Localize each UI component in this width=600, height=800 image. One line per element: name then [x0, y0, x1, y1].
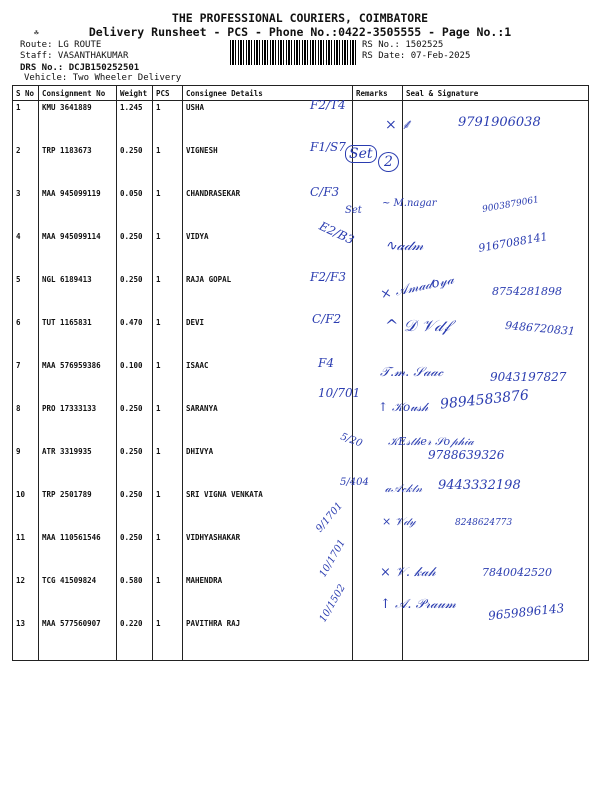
logo-mark: ☘ [34, 28, 39, 37]
cell-weight: 0.470 [117, 316, 153, 359]
company-title: THE PROFESSIONAL COURIERS, COIMBATORE [171, 11, 429, 25]
cell-weight: 0.220 [117, 617, 153, 661]
table-header-row [13, 86, 589, 101]
handwritten-phone: 9791906038 [458, 115, 541, 130]
handwritten-note: 2 [378, 152, 399, 172]
handwritten-phone: 8754281898 [492, 285, 562, 298]
cell-weight: 0.580 [117, 574, 153, 617]
cell-consignee: DHIVYA [183, 445, 353, 488]
handwritten-signature: ↑ 𝒜. 𝒫𝓇𝒶𝓊𝓂 [380, 597, 456, 612]
cell-sno: 2 [13, 144, 39, 187]
handwritten-note: Set [345, 145, 377, 163]
table-row [13, 617, 589, 661]
cell-consignment: PRO 17333133 [39, 402, 117, 445]
runsheet-subtitle: Delivery Runsheet - PCS - Phone No.:0422-3505555 - Page No.:1 [88, 25, 512, 39]
handwritten-signature: × ⸙ [385, 117, 412, 133]
handwritten-remark: F2/F3 [310, 270, 346, 284]
handwritten-phone: 7840042520 [482, 566, 552, 579]
cell-weight: 0.250 [117, 402, 153, 445]
cell-weight: 0.250 [117, 230, 153, 273]
cell-sno: 6 [13, 316, 39, 359]
handwritten-signature: 𝒦𝐸𝓈𝓉𝒽𝑒𝓇 𝒮𝑜𝓅𝒽𝒾𝒶 [388, 435, 474, 448]
drs-number: DRS No.: DCJB150252501 [20, 63, 140, 73]
col-header-remarks: Remarks [353, 86, 403, 101]
cell-pcs: 1 [153, 144, 183, 187]
cell-consignment: MAA 110561546 [39, 531, 117, 574]
cell-consignment: NGL 6189413 [39, 273, 117, 316]
cell-weight: 0.250 [117, 531, 153, 574]
cell-sno: 13 [13, 617, 39, 661]
handwritten-remark: 10/701 [318, 386, 361, 400]
handwritten-remark: C/F2 [312, 312, 342, 326]
cell-sno: 3 [13, 187, 39, 230]
cell-pcs: 1 [153, 101, 183, 145]
cell-consignee: MAHENDRA [183, 574, 353, 617]
cell-weight: 1.245 [117, 101, 153, 145]
cell-consignee: DEVI [183, 316, 353, 359]
handwritten-remark: F1/S7 [310, 140, 346, 154]
cell-pcs: 1 [153, 316, 183, 359]
cell-pcs: 1 [153, 574, 183, 617]
cell-consignment: ATR 3319935 [39, 445, 117, 488]
cell-consignment: MAA 945099119 [39, 187, 117, 230]
cell-consignee: VIDYA [183, 230, 353, 273]
cell-pcs: 1 [153, 359, 183, 402]
cell-pcs: 1 [153, 273, 183, 316]
cell-weight: 0.250 [117, 445, 153, 488]
cell-consignee: CHANDRASEKAR [183, 187, 353, 230]
cell-consignment: MAA 576959386 [39, 359, 117, 402]
route-label: Route: LG ROUTE [20, 40, 102, 50]
handwritten-signature: 𝒯.𝓂. 𝒮𝒶𝒶𝒸 [380, 365, 443, 380]
cell-consignee: ISAAC [183, 359, 353, 402]
cell-pcs: 1 [153, 445, 183, 488]
cell-consignee: PAVITHRA RAJ [183, 617, 353, 661]
handwritten-signature: × 𝒱. 𝓀𝒶𝒽 [380, 565, 436, 580]
cell-consignee: SRI VIGNA VENKATA [183, 488, 353, 531]
cell-pcs: 1 [153, 531, 183, 574]
handwritten-phone: 9894583876 [439, 387, 530, 413]
staff-label: Staff: VASANTHAKUMAR [20, 51, 129, 61]
handwritten-remark: 10/1502 [317, 582, 348, 625]
cell-weight: 0.100 [117, 359, 153, 402]
cell-consignee: SARANYA [183, 402, 353, 445]
handwritten-remark: F2/T4 [310, 98, 346, 112]
cell-signature [403, 144, 589, 187]
vehicle-label: Vehicle: Two Wheeler Delivery [24, 73, 182, 83]
cell-remarks [353, 617, 403, 661]
cell-consignment: TCG 41509824 [39, 574, 117, 617]
col-header-pcs: PCS [153, 86, 183, 101]
cell-consignee: USHA [183, 101, 353, 145]
cell-consignee: RAJA GOPAL [183, 273, 353, 316]
handwritten-phone: 9486720831 [504, 318, 576, 339]
cell-sno: 1 [13, 101, 39, 145]
handwritten-signature: 𝒶𝒜𝒸𝓀𝓉𝓃 [385, 482, 423, 495]
table-row [13, 402, 589, 445]
col-header-consignee: Consignee Details [183, 86, 353, 101]
cell-sno: 10 [13, 488, 39, 531]
cell-sno: 12 [13, 574, 39, 617]
handwritten-remark: F4 [318, 356, 334, 370]
handwritten-remark: C/F3 [310, 185, 340, 199]
handwritten-signature: × 𝒜𝓂𝒶𝒹𝑜𝓎𝒶 [379, 272, 456, 303]
handwritten-signature: ~ M.nagar [382, 198, 437, 209]
barcode [230, 40, 356, 65]
handwritten-remark: 10/1701 [317, 537, 348, 580]
handwritten-phone: 9043197827 [490, 370, 567, 384]
cell-weight: 0.250 [117, 488, 153, 531]
cell-pcs: 1 [153, 187, 183, 230]
handwritten-note: Set [345, 205, 362, 216]
col-header-weight: Weight [117, 86, 153, 101]
rs-number: RS No.: 1502525 [362, 40, 444, 50]
handwritten-remark: 5/20 [338, 431, 364, 450]
rs-date: RS Date: 07-Feb-2025 [362, 51, 471, 61]
handwritten-signature: ^ 𝒟 𝒱𝒹𝒻 [385, 316, 450, 335]
cell-signature [403, 617, 589, 661]
handwritten-phone: 9659896143 [487, 601, 565, 623]
table-row [13, 230, 589, 273]
handwritten-signature: ↑ 𝒦𝑜𝓊𝓈𝒽 [378, 400, 429, 414]
handwritten-phone: 8248624773 [455, 518, 513, 528]
col-header-sno: S No [13, 86, 39, 101]
cell-pcs: 1 [153, 402, 183, 445]
handwritten-signature: ∿𝒶𝒹𝓂 [385, 238, 424, 254]
handwritten-phone: 9443332198 [438, 478, 521, 493]
cell-consignment: MAA 577560907 [39, 617, 117, 661]
col-header-signature: Seal & Signature [403, 86, 589, 101]
cell-consignment: TRP 1183673 [39, 144, 117, 187]
table-row [13, 316, 589, 359]
col-header-consignment: Consignment No [39, 86, 117, 101]
cell-consignment: TUT 1165831 [39, 316, 117, 359]
handwritten-remark: 5/404 [340, 477, 369, 488]
cell-pcs: 1 [153, 617, 183, 661]
cell-pcs: 1 [153, 488, 183, 531]
handwritten-phone: 9003879061 [481, 195, 540, 215]
cell-sno: 8 [13, 402, 39, 445]
cell-sno: 5 [13, 273, 39, 316]
cell-consignment: TRP 2501789 [39, 488, 117, 531]
table-row [13, 144, 589, 187]
cell-weight: 0.250 [117, 273, 153, 316]
cell-sno: 11 [13, 531, 39, 574]
cell-consignee: VIDHYASHAKAR [183, 531, 353, 574]
cell-pcs: 1 [153, 230, 183, 273]
handwritten-signature: × 𝒱𝒹𝓎 [382, 515, 416, 528]
cell-consignment: MAA 945099114 [39, 230, 117, 273]
cell-consignee: VIGNESH [183, 144, 353, 187]
handwritten-remark: E2/B3 [316, 218, 357, 248]
cell-consignment: KMU 3641889 [39, 101, 117, 145]
handwritten-phone: 9788639326 [428, 448, 505, 462]
handwritten-phone: 9167088141 [477, 230, 549, 255]
handwritten-remark: 9/1701 [314, 500, 346, 535]
cell-sno: 7 [13, 359, 39, 402]
cell-sno: 4 [13, 230, 39, 273]
cell-weight: 0.050 [117, 187, 153, 230]
cell-sno: 9 [13, 445, 39, 488]
cell-weight: 0.250 [117, 144, 153, 187]
